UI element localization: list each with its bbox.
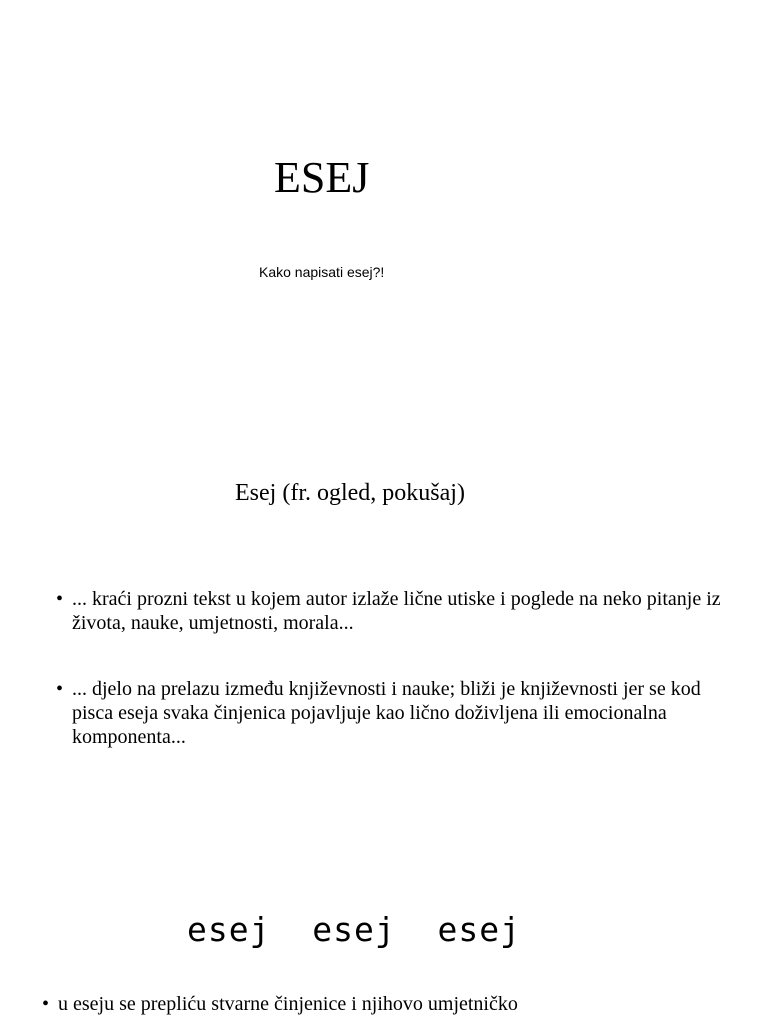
bullet-text: ... djelo na prelazu između književnosti i nauke; bliži je književnosti jer se kod pisca eseja svaka činjenica pojavljuje kao lično doživljena ili emocionalna komponenta... xyxy=(72,678,701,748)
bullet-text: ... kraći prozni tekst u kojem autor izlaže lične utiske i poglede na neko pitanje iz života, nauke, umjetnosti, morala... xyxy=(72,588,721,634)
bullet-icon: • xyxy=(56,588,64,610)
slide-esej-heading: esej esej esej xyxy=(187,910,521,949)
bullet-icon: • xyxy=(42,993,50,1015)
slide-title xyxy=(0,0,768,440)
slide-subtitle: Kako napisati esej?! xyxy=(259,264,385,280)
bullet-icon: • xyxy=(56,678,64,700)
slide-esej xyxy=(0,840,768,1024)
bullet-item xyxy=(42,992,738,1016)
bullet-item xyxy=(56,587,722,635)
slide-definition xyxy=(0,440,768,840)
bullet-text: u eseju se prepliću stvarne činjenice i njihovo umjetničko xyxy=(58,993,518,1015)
bullet-item xyxy=(56,677,722,749)
slide-definition-heading: Esej (fr. ogled, pokušaj) xyxy=(235,480,465,506)
slide-title-heading: ESEJ xyxy=(274,153,370,202)
